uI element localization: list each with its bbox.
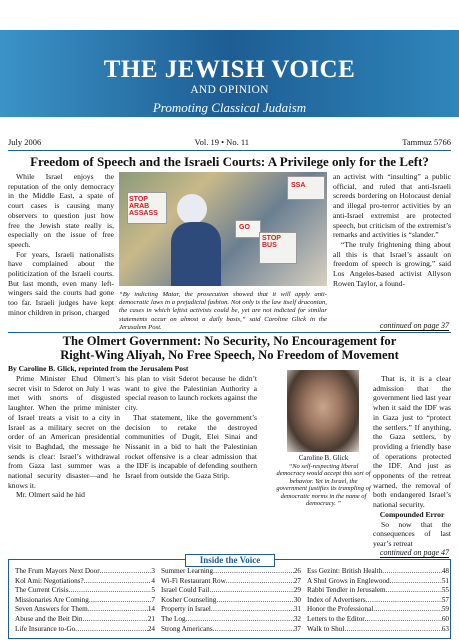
toc-column — [161, 567, 301, 634]
toc-item[interactable] — [161, 605, 301, 615]
article2-headline — [6, 334, 453, 362]
toc-title: Kol Ami: Negotiations? — [15, 576, 84, 585]
toc-item[interactable] — [161, 567, 301, 577]
paragraph: That statement, like the government’s decision to retake the destroyed communities of Dugit, Elei Sinai and Nissanit in a bid to halt the Palestinian rocket offensive is a clear admission that the IDF is incapable of defending southern Israel from outside the Gaza Strip. — [125, 412, 257, 481]
masthead-tagline: Promoting Classical Judaism — [152, 100, 307, 115]
paragraph: Prime Minister Ehud Olmert’s secret visit to Sderot on July 1 was met with snorts of disgusted laughter. When the prime minister of Israel treats a visit to a city in Israel as a military secret on the order of an American presidential visit to Baghdad, the message he sends is clear: Israel’s withdrawal from Gaza last summer was a national security disaster—and he knows it. — [8, 374, 120, 490]
byline: By Caroline B. Glick, reprinted from the Jerusalem Post — [8, 364, 189, 373]
subhead: Compounded Error — [379, 509, 445, 519]
paragraph: For years, Israeli nationalists have complained about the politicization of the Israeli courts. But last month, even many left-wingers said the courts had gone too far. Israeli judges have kept minor children in prison, charged — [8, 249, 114, 317]
article1-column-3 — [333, 172, 451, 288]
toc-item[interactable] — [15, 596, 155, 606]
toc-leader — [216, 596, 294, 606]
toc-page: 55 — [441, 586, 449, 595]
toc-leader — [100, 567, 152, 577]
toc-leader — [84, 577, 152, 587]
paragraph: So now that the consequences of last year’s retreat — [373, 519, 451, 548]
sign-text: SSA — [291, 182, 306, 189]
caption-name: Caroline B. Glick — [298, 454, 349, 462]
toc-leader — [213, 567, 294, 577]
toc-item[interactable] — [161, 625, 301, 635]
toc-leader — [386, 586, 442, 596]
toc-leader — [88, 605, 148, 615]
sign-text: GO — [239, 224, 250, 231]
masthead-subtitle: AND OPINION — [190, 84, 269, 96]
toc-item[interactable] — [307, 615, 449, 625]
divider — [8, 150, 451, 151]
toc-page: 48 — [441, 567, 449, 575]
paragraph: Mr. Olmert said he hid — [16, 490, 85, 500]
toc-item[interactable] — [15, 586, 155, 596]
toc-title: Walk to Shul — [307, 624, 345, 633]
toc-item[interactable] — [15, 577, 155, 587]
toc-title: Ess Gezint: British Health — [307, 567, 383, 575]
masthead — [0, 30, 459, 117]
toc-leader — [186, 615, 294, 625]
toc-page: 27 — [293, 576, 301, 585]
portrait-caption — [275, 455, 372, 508]
inside-title: Inside the Voice — [185, 554, 275, 567]
toc-page: 14 — [147, 605, 155, 614]
toc-title: Honor the Professional — [307, 605, 374, 614]
article1-column-1 — [8, 172, 114, 318]
toc-page: 29 — [293, 586, 301, 595]
paragraph: his plan to visit Sderot because he didn’t want to give the Palestinian Authority a special reason to launch rockets against the city. — [125, 374, 257, 413]
toc-item[interactable] — [307, 596, 449, 606]
toc-column — [15, 567, 155, 634]
toc-item[interactable] — [307, 567, 449, 577]
paragraph: While Israel enjoys the reputation of the only democracy in the Middle East, a spate of court cases is causing many observers to question just how free the Jewish state really is, especially on the issue of free speech. — [8, 172, 114, 249]
toc-leader — [382, 567, 442, 577]
toc-title: Index of Advertisers — [307, 595, 366, 604]
toc-leader — [209, 586, 294, 596]
toc-title: Israel Could Fail — [161, 586, 210, 595]
toc-item[interactable] — [15, 567, 155, 577]
toc-leader — [89, 596, 152, 606]
toc-title: Summer Learning — [161, 567, 214, 575]
article2-column-2 — [125, 374, 257, 481]
toc-title: Life Insurance to-Go — [15, 624, 76, 633]
protest-photo — [119, 172, 327, 286]
toc-title: Kosher Counseling — [161, 595, 217, 604]
paragraph: “The truly frightening thing about all this is that Israel’s assault on freedom of speech is growing,” said Los Angeles-based activist Allyson Rowen Taylor, a found- — [333, 239, 451, 288]
toc-title: The Current Crisis — [15, 586, 69, 595]
photo-caption: “By indicting Matar, the prosecution showed that it will apply anti-democratic laws in a prejudicial fashion. Not only is the law itself draconian, the cases in which leftist activists could be, yet are not indicted for similar statements occur on almost a daily basis,” said Caroline Glick in the Jerusalem Post. — [119, 291, 327, 331]
toc-page: 59 — [441, 605, 449, 614]
issue-date: July 2006 — [8, 137, 42, 147]
portrait-photo — [287, 370, 359, 452]
issue-volume: Vol. 19 • No. 11 — [194, 137, 249, 147]
toc-leader — [82, 615, 147, 625]
toc-title: The Frum Mayors Next Door — [15, 567, 100, 575]
toc-item[interactable] — [15, 615, 155, 625]
sign-text: STOP BUS — [262, 235, 281, 249]
toc-leader — [366, 596, 442, 606]
toc-page: 57 — [441, 595, 449, 604]
headline-line: Right-Wing Aliyah, No Free Speech, No Freedom of Movement — [60, 348, 399, 362]
toc-title: Rabbi Tendler in Jerusalem — [307, 586, 386, 595]
continued-link[interactable]: continued on page 37 — [379, 321, 449, 330]
article2-column-1 — [8, 374, 120, 500]
toc-leader — [75, 625, 148, 635]
toc-item[interactable] — [15, 625, 155, 635]
toc-leader — [226, 577, 294, 587]
toc-title: Abuse and the Beit Din — [15, 614, 83, 623]
toc-leader — [69, 586, 152, 596]
toc-page: 60 — [441, 614, 449, 623]
toc-page: 51 — [441, 576, 449, 585]
toc-leader — [213, 625, 294, 635]
article1-headline: Freedom of Speech and the Israeli Courts: A Privilege only for the Left? — [30, 154, 429, 169]
toc-title: A Shul Grows in Englewood — [307, 576, 390, 585]
inside-the-voice-box — [8, 559, 451, 639]
toc-item[interactable] — [307, 625, 449, 635]
toc-item[interactable] — [161, 596, 301, 606]
toc-page: 32 — [293, 614, 301, 623]
divider — [8, 332, 451, 333]
toc-leader — [344, 625, 441, 635]
paragraph: an activist with “insulting” a public official, and ruled that anti-Israeli screeds bordering on Holocaust denial and illegal pro-terror activities by an anti-Israel extremist are protected speech, but criticism of the extremist’s remarks and activities is “slander.” — [333, 172, 451, 240]
toc-page: 7 — [151, 595, 155, 604]
toc-title: Seven Answers for Them — [15, 605, 88, 614]
toc-leader — [211, 605, 294, 615]
toc-title: Letters to the Editor — [307, 614, 365, 623]
toc-page: 31 — [293, 605, 301, 614]
toc-item[interactable] — [15, 605, 155, 615]
toc-page: 24 — [147, 624, 155, 633]
headline-line: The Olmert Government: No Security, No Encouragement for — [62, 334, 397, 348]
toc-item[interactable] — [307, 577, 449, 587]
toc-page: 4 — [151, 576, 155, 585]
masthead-title: THE JEWISH VOICE — [103, 56, 356, 83]
person-figure — [171, 222, 221, 286]
toc-item[interactable] — [161, 615, 301, 625]
toc-title: Property in Israel — [161, 605, 211, 614]
issue-hebrew-date: Tammuz 5766 — [402, 137, 451, 147]
toc-page: 3 — [151, 567, 155, 575]
toc-leader — [390, 577, 442, 587]
toc-page: 21 — [147, 614, 155, 623]
toc-leader — [373, 605, 442, 615]
sign-text: STOP ARAB ASSASS — [129, 196, 158, 217]
toc-page: 37 — [293, 624, 301, 633]
toc-item[interactable] — [307, 586, 449, 596]
continued-link[interactable]: continued on page 47 — [379, 548, 449, 557]
woman-figure — [177, 194, 207, 224]
toc-title: Strong Americans — [161, 624, 213, 633]
toc-item[interactable] — [307, 605, 449, 615]
toc-item[interactable] — [161, 577, 301, 587]
toc-title: Missionaries Are Coming — [15, 595, 89, 604]
toc-column — [307, 567, 449, 634]
toc-item[interactable] — [161, 586, 301, 596]
paragraph: That is, it is a clear admission that the government lied last year when it said the IDF was in Gaza just to “protect the settlers.” If anything, the Gaza settlers, by providing a friendly base of operations protected the IDF. And just as opponents of the retreat warned, the removal of both endangered Israel’s national security. — [373, 374, 451, 510]
toc-leader — [365, 615, 442, 625]
toc-page: 63 — [441, 624, 449, 633]
toc-page: 26 — [293, 567, 301, 575]
toc-page: 30 — [293, 595, 301, 604]
caption-quote: “No self-respecting liberal democracy would accept this sort of behavior. Yet in Israel, the government justifies its trampling of democratic norms in the name of democracy. ” — [276, 462, 371, 507]
toc-title: The Log — [161, 614, 186, 623]
toc-title: Wi-Fi Restaurant Row — [161, 576, 226, 585]
issue-line — [8, 137, 451, 147]
article2-column-4 — [373, 374, 451, 549]
toc-page: 5 — [151, 586, 155, 595]
